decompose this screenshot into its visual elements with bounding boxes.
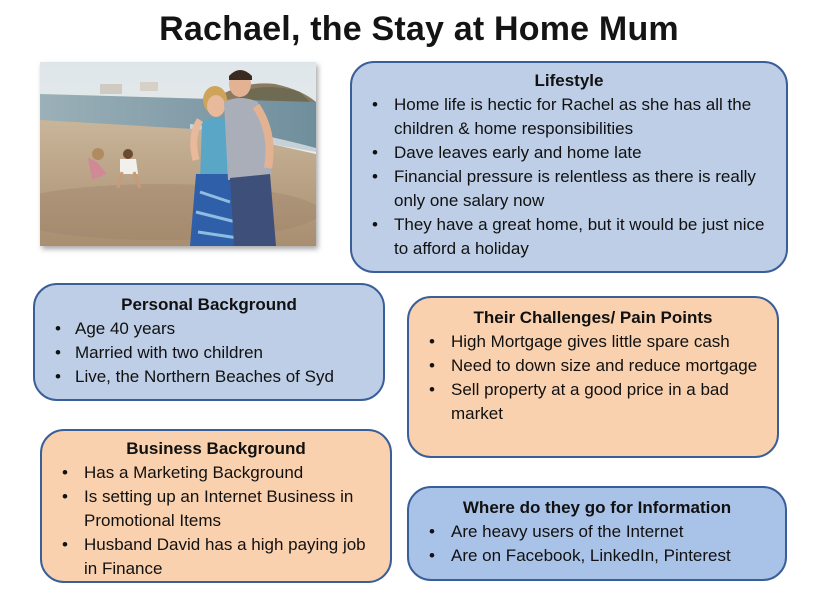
list-item: • Live, the Northern Beaches of Syd [49,365,369,389]
challenges-list [423,330,763,426]
list-item: • Is setting up an Internet Business in Promotional Items [56,485,376,533]
personal-background-heading: Personal Background [121,295,297,314]
challenges-card [407,296,779,458]
list-item: • Sell property at a good price in a bad market [423,378,763,426]
business-background-list [56,461,376,581]
family-beach-photo [40,62,316,246]
lifestyle-list [366,93,772,261]
business-background-heading: Business Background [126,439,306,458]
list-item: • Are on Facebook, LinkedIn, Pinterest [423,544,771,568]
list-item: • Married with two children [49,341,369,365]
list-item: • Husband David has a high paying job in Finance [56,533,376,581]
list-item: • Has a Marketing Background [56,461,376,485]
list-item: • Dave leaves early and home late [366,141,772,165]
page-title: Rachael, the Stay at Home Mum [159,10,679,48]
list-item: • Financial pressure is relentless as there is really only one salary now [366,165,772,213]
information-heading: Where do they go for Information [462,498,732,517]
information-card [407,486,787,581]
list-item: • Age 40 years [49,317,369,341]
personal-background-card [33,283,385,401]
list-item: • Home life is hectic for Rachel as she has all the children & home responsibilities [366,93,772,141]
lifestyle-heading: Lifestyle [534,71,604,90]
lifestyle-card [350,61,788,273]
business-background-card [40,429,392,583]
list-item: • High Mortgage gives little spare cash [423,330,763,354]
list-item: • They have a great home, but it would be just nice to afford a holiday [366,213,772,261]
list-item: • Need to down size and reduce mortgage [423,354,763,378]
information-list [423,520,771,568]
challenges-heading: Their Challenges/ Pain Points [473,308,713,327]
personal-background-list [49,317,369,389]
list-item: • Are heavy users of the Internet [423,520,771,544]
